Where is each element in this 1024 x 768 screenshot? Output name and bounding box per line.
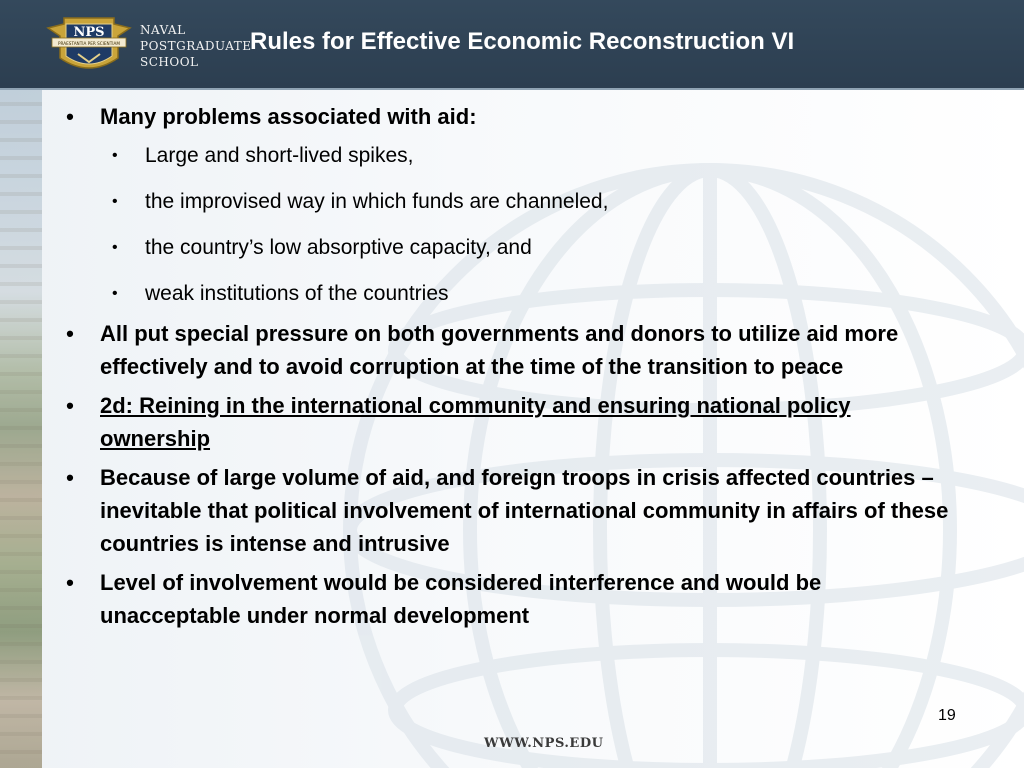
bullet-item-1 — [60, 100, 960, 133]
sub-bullet-icon: • — [112, 285, 118, 302]
sub-bullet-icon: • — [112, 239, 118, 256]
bullet-icon: • — [66, 104, 74, 129]
slide-header — [0, 0, 1024, 90]
bullet-text-2: All put special pressure on both governments and donors to utilize aid more effectively and to avoid corruption at the time of the transition to peace — [100, 321, 899, 379]
sub-bullet-icon: • — [112, 193, 118, 210]
slide-body — [60, 100, 960, 632]
school-name-line-1: NAVAL — [140, 23, 186, 37]
slide-title: Rules for Effective Economic Reconstruction VI — [250, 28, 795, 55]
svg-text:PRAESTANTIA PER SCIENTIAM: PRAESTANTIA PER SCIENTIAM — [58, 41, 120, 46]
bullet-text-5: Level of involvement would be considered interference and would be unacceptable under normal development — [100, 570, 822, 628]
bullet-item-3 — [60, 389, 960, 455]
bullet-icon: • — [66, 321, 74, 346]
sub-bullet-text-1: Large and short-lived spikes, — [145, 144, 414, 167]
nps-seal-icon — [44, 14, 134, 78]
sub-bullet-icon: • — [112, 147, 118, 164]
bullet-item-5 — [60, 566, 960, 632]
bullet-item-4 — [60, 461, 960, 560]
footer-url: WWW.NPS.EDU — [484, 736, 604, 751]
bullet-text-4: Because of large volume of aid, and foreign troops in crisis affected countries – inevitable that political involvement of international community in affairs of these countries is intense and intrusive — [100, 465, 949, 556]
sub-bullet-item-2 — [60, 179, 960, 225]
bullet-item-2 — [60, 317, 960, 383]
nps-logo — [44, 14, 252, 78]
sub-bullet-item-4 — [60, 271, 960, 317]
bullet-text-1: Many problems associated with aid: — [100, 104, 477, 129]
sub-bullet-item-1 — [60, 133, 960, 179]
page-number: 19 — [938, 707, 956, 724]
sub-bullet-text-3: the country’s low absorptive capacity, and — [145, 236, 532, 259]
campus-photo-strip — [0, 88, 42, 768]
sub-bullet-text-4: weak institutions of the countries — [145, 282, 449, 305]
school-name-line-2: POSTGRADUATE — [140, 39, 252, 53]
school-name-line-3: SCHOOL — [140, 55, 199, 69]
bullet-icon: • — [66, 570, 74, 595]
school-name — [140, 22, 252, 70]
section-heading-link: 2d: Reining in the international community and ensuring national policy ownership — [100, 393, 851, 451]
bullet-icon: • — [66, 465, 74, 490]
svg-text:NPS: NPS — [73, 25, 105, 40]
sub-bullet-text-2: the improvised way in which funds are channeled, — [145, 190, 609, 213]
bullet-icon: • — [66, 393, 74, 418]
sub-bullet-item-3 — [60, 225, 960, 271]
